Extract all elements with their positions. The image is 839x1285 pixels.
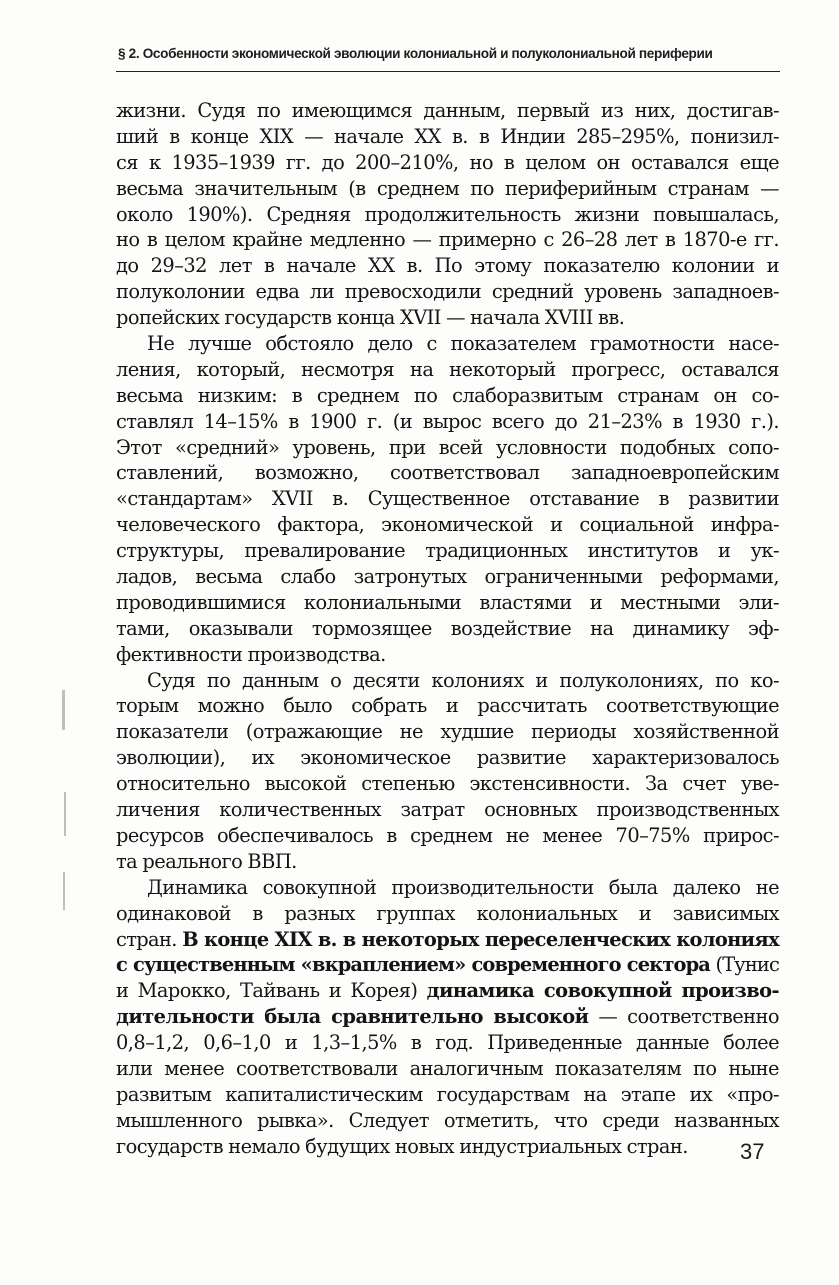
text-run: жизни. Судя по имеющимся данным, первый из них, достигав-: [116, 99, 779, 122]
text-run: Динамика совокупной производительности была далеко не: [147, 875, 779, 899]
paragraph: [116, 875, 779, 1160]
text-run: ший в конце XIX — начале XX в. в Индии 285–295%, понизил-: [116, 124, 779, 148]
text-run: и Марокко, Тайвань и Корея): [116, 979, 427, 1003]
text-line: [116, 486, 779, 512]
text-line: [116, 1082, 779, 1108]
header-rule: [116, 71, 780, 72]
text-run: Судя по данным о десяти колониях и полуколониях, по ко-: [147, 668, 779, 692]
text-line: [116, 435, 779, 461]
text-line: [116, 331, 779, 357]
paragraph: [116, 331, 779, 668]
text-run: «стандартам» XVII в. Существенное отставание в развитии: [116, 487, 779, 511]
text-line: [116, 952, 779, 978]
scan-margin-mark: [63, 872, 65, 910]
scan-margin-mark: [62, 690, 65, 730]
text-line: [116, 227, 779, 253]
text-line: [116, 253, 779, 279]
text-run: структуры, превалирование традиционных институтов и ук-: [116, 539, 779, 563]
text-run: фективности производства.: [116, 642, 386, 666]
text-run: проводившимися колониальными властями и местными эли-: [116, 590, 779, 614]
text-line: [116, 901, 779, 927]
text-run: ставлял 14–15% в 1900 г. (и вырос всего до 21–23% в 1930 г.).: [116, 409, 779, 433]
text-run: весьма значительным (в среднем по периферийным странам —: [116, 176, 779, 200]
text-line: [116, 1030, 779, 1056]
text-line: [116, 1004, 779, 1030]
text-line: [116, 616, 779, 642]
text-run: до 29–32 лет в начале XX в. По этому показателю колонии и: [116, 254, 779, 278]
text-line: [116, 124, 779, 150]
page-number: 37: [740, 1139, 765, 1164]
text-run: но в целом крайне медленно — примерно с 26–28 лет в 1870-е гг.: [116, 228, 779, 252]
text-run: государств немало будущих новых индустриальных стран.: [116, 1134, 688, 1158]
body-text: [116, 98, 779, 1160]
bold-text-run: с существенным «вкраплением» современного сектора: [116, 953, 711, 977]
text-line: [116, 719, 779, 745]
text-run: тами, оказывали тормозящее воздействие на динамику эф-: [116, 616, 779, 640]
text-line: [116, 1056, 779, 1082]
scan-margin-mark: [64, 792, 66, 836]
paragraph: [116, 98, 779, 331]
text-run: Не лучше обстояло дело с показателем грамотности насе-: [147, 332, 779, 356]
text-run: — соответственно: [588, 1005, 780, 1029]
text-line: [116, 875, 779, 901]
text-run: ления, который, несмотря на некоторый прогресс, оставался: [116, 357, 779, 381]
text-run: ся к 1935–1939 гг. до 200–210%, но в целом он оставался еще: [116, 150, 779, 174]
text-run: ропейских государств конца XVII — начала XVIII вв.: [116, 306, 625, 330]
text-run: весьма низким: в среднем по слаборазвитым странам он со-: [116, 383, 779, 407]
text-run: полуколонии едва ли превосходили средний уровень западноев-: [116, 280, 779, 304]
text-line: [116, 176, 779, 202]
text-line: [116, 409, 779, 435]
text-line: [116, 202, 779, 228]
text-run: эволюции), их экономическое развитие характеризовалось: [116, 746, 779, 770]
text-run: ставлений, возможно, соответствовал западноевропейским: [116, 461, 779, 485]
text-line: [116, 150, 779, 176]
bold-text-run: В конце XIX в. в некоторых переселенческих колониях: [182, 927, 779, 951]
bold-text-run: дительности была сравнительно высокой: [116, 1005, 589, 1029]
text-run: та реального ВВП.: [116, 849, 297, 873]
text-run: показатели (отражающие не худшие периоды хозяйственной: [116, 720, 779, 744]
bold-text-run: динамика совокупной произво-: [426, 979, 779, 1003]
text-line: [116, 538, 779, 564]
text-line: [116, 978, 779, 1004]
text-run: человеческого фактора, экономической и социальной инфра-: [116, 513, 779, 537]
text-run: Этот «средний» уровень, при всей условности подобных сопо-: [116, 435, 779, 459]
text-run: личения количественных затрат основных производственных: [116, 798, 779, 822]
text-line: [116, 823, 779, 849]
text-line: [116, 1108, 779, 1134]
text-run: торым можно было собрать и рассчитать соответствующие: [116, 694, 779, 718]
text-line: [116, 383, 779, 409]
paragraph: [116, 668, 779, 875]
text-line: [116, 927, 779, 953]
text-line: [116, 668, 779, 694]
text-run: стран.: [116, 927, 183, 951]
text-line: [116, 357, 779, 383]
text-run: ресурсов обеспечивалось в среднем не менее 70–75% прирос-: [116, 823, 779, 847]
text-line: [116, 1134, 779, 1160]
text-run: (Тунис: [710, 953, 779, 977]
text-line: [116, 797, 779, 823]
text-line: [116, 642, 779, 668]
text-line: [116, 849, 779, 875]
text-line: [116, 590, 779, 616]
running-header: § 2. Особенности экономической эволюции колониальной и полуколониальной периферии: [118, 46, 713, 61]
text-line: [116, 564, 779, 590]
text-run: около 190%). Средняя продолжительность жизни повышалась,: [116, 202, 779, 226]
text-run: или менее соответствовали аналогичным показателям по ныне: [116, 1056, 779, 1080]
text-line: [116, 279, 779, 305]
text-run: 0,8–1,2, 0,6–1,0 и 1,3–1,5% в год. Приведенные данные более: [116, 1031, 779, 1055]
text-run: относительно высокой степенью экстенсивности. За счет уве-: [116, 772, 779, 796]
text-line: [116, 512, 779, 538]
text-line: [116, 771, 779, 797]
text-run: одинаковой в разных группах колониальных и зависимых: [116, 901, 779, 925]
text-line: [116, 460, 779, 486]
text-line: [116, 745, 779, 771]
text-line: [116, 305, 779, 331]
text-run: развитым капиталистическим государствам на этапе их «про-: [116, 1082, 779, 1106]
text-line: [116, 98, 779, 124]
text-run: ладов, весьма слабо затронутых ограниченными реформами,: [116, 565, 779, 589]
text-line: [116, 693, 779, 719]
text-run: мышленного рывка». Следует отметить, что среди названных: [116, 1108, 779, 1132]
